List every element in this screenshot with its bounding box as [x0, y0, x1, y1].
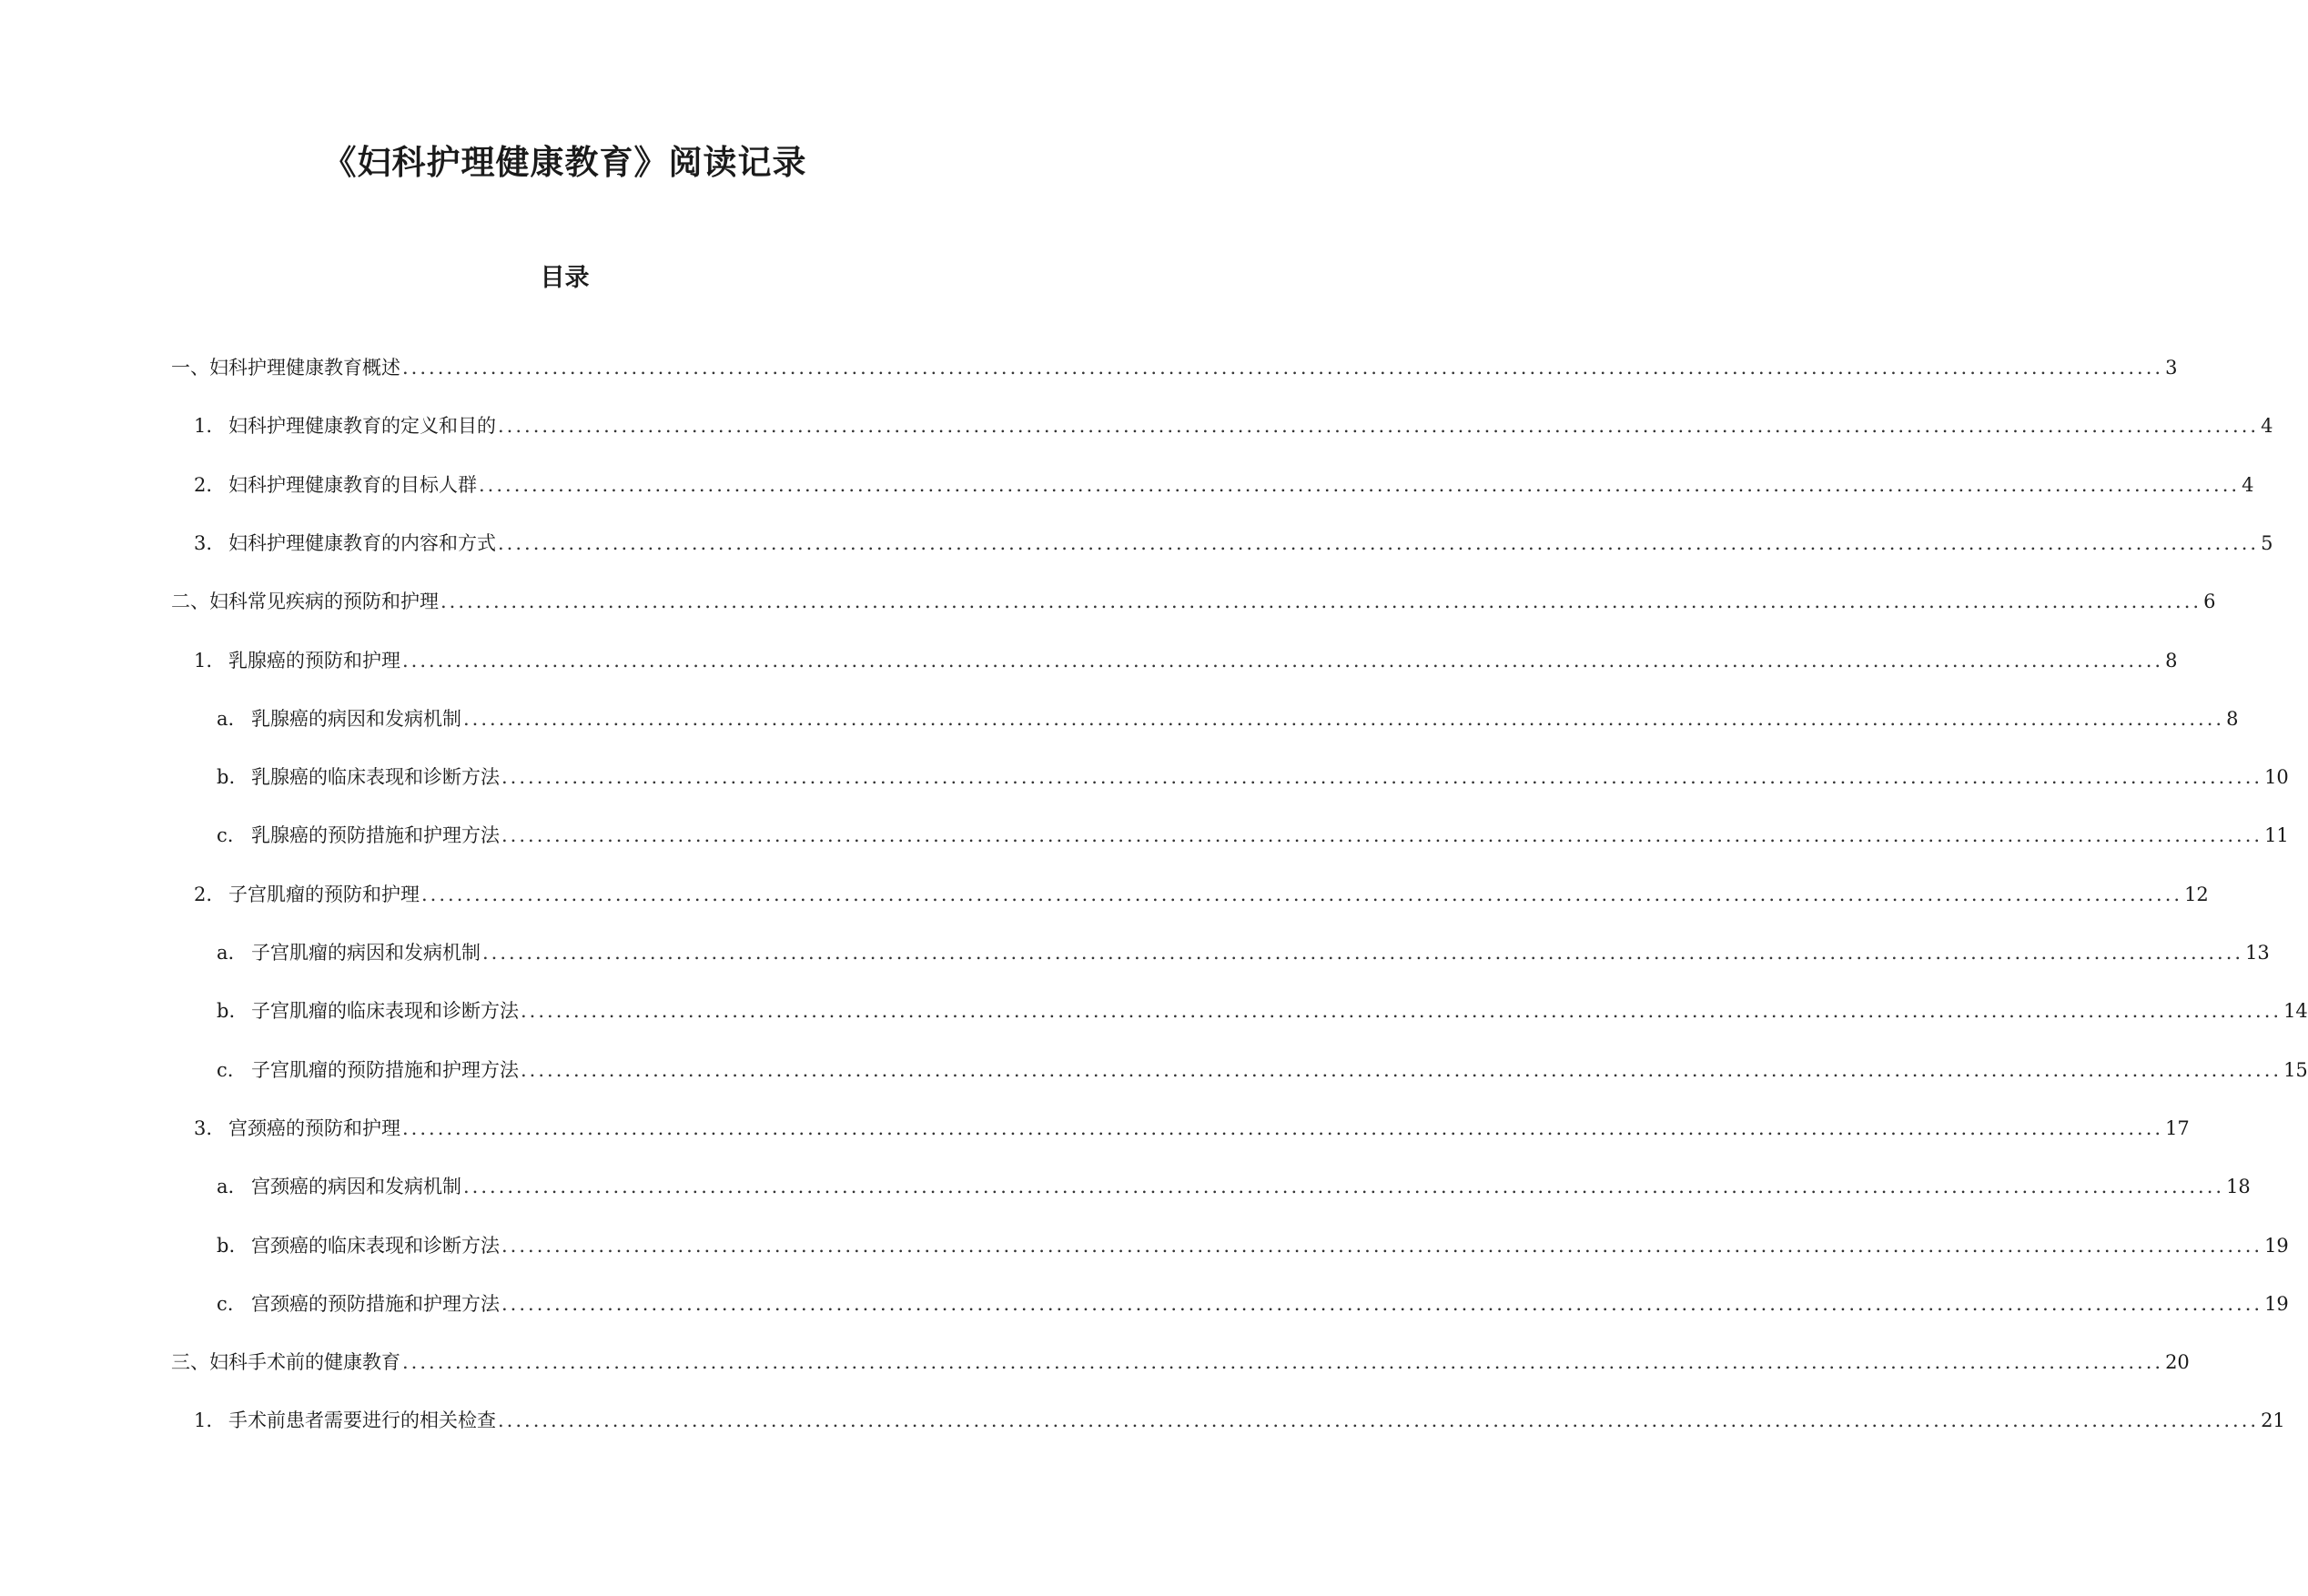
toc-entry-number: 2.	[194, 474, 213, 496]
toc-entry[interactable]	[194, 411, 2273, 439]
toc-entry-label: 乳腺癌的病因和发病机制	[251, 708, 461, 730]
toc-entry-label: 子宫肌瘤的预防和护理	[228, 884, 420, 905]
toc-entry[interactable]	[217, 1289, 2289, 1317]
toc-dot-leader: ........................................................................................................................................................................................................	[498, 415, 2260, 437]
toc-dot-leader: ........................................................................................................................................................................................................	[501, 824, 2263, 846]
toc-entry-label: 宫颈癌的病因和发病机制	[251, 1176, 461, 1197]
toc-entry-page-number: 14	[2283, 1000, 2308, 1022]
toc-entry-label: 乳腺癌的临床表现和诊断方法	[251, 766, 500, 788]
toc-dot-leader: ........................................................................................................................................................................................................	[482, 942, 2244, 964]
toc-entry-number: a.	[217, 1176, 235, 1197]
toc-entry[interactable]	[194, 646, 2178, 673]
toc-dot-leader: ........................................................................................................................................................................................................	[479, 474, 2241, 496]
toc-entry-page-number: 6	[2203, 591, 2216, 612]
toc-entry[interactable]	[194, 470, 2254, 498]
toc-entry-page-number: 5	[2261, 532, 2273, 554]
toc-dot-leader: ........................................................................................................................................................................................................	[402, 650, 2164, 672]
toc-entry-number: a.	[217, 942, 235, 964]
toc-entry[interactable]	[217, 1172, 2251, 1199]
toc-entry-page-number: 10	[2264, 766, 2289, 788]
toc-entry[interactable]	[217, 996, 2308, 1024]
toc-entry-page-number: 11	[2264, 824, 2289, 846]
toc-entry[interactable]	[194, 529, 2273, 556]
toc-entry-label: 宫颈癌的预防和护理	[228, 1117, 400, 1139]
toc-entry-number: c.	[217, 1293, 234, 1315]
toc-dot-leader: ........................................................................................................................................................................................................	[498, 1409, 2260, 1431]
toc-dot-leader: ........................................................................................................................................................................................................	[521, 1059, 2283, 1081]
toc-entry-number: a.	[217, 708, 235, 730]
toc-entry-label: 子宫肌瘤的临床表现和诊断方法	[251, 1000, 519, 1022]
toc-entry[interactable]	[217, 821, 2289, 848]
toc-entry[interactable]	[171, 353, 2178, 380]
toc-dot-leader: ........................................................................................................................................................................................................	[501, 1293, 2263, 1315]
document-title: 《妇科护理健康教育》阅读记录	[322, 143, 807, 182]
toc-entry-label: 一、妇科护理健康教育概述	[171, 357, 400, 379]
toc-entry[interactable]	[171, 1348, 2190, 1375]
toc-entry-page-number: 18	[2226, 1176, 2251, 1197]
toc-entry-label: 宫颈癌的临床表现和诊断方法	[251, 1235, 500, 1257]
toc-entry-page-number: 8	[2165, 650, 2178, 672]
toc-entry[interactable]	[217, 938, 2270, 965]
toc-dot-leader: ........................................................................................................................................................................................................	[440, 591, 2202, 612]
toc-entry-number: 1.	[194, 650, 213, 672]
toc-dot-leader: ........................................................................................................................................................................................................	[402, 357, 2164, 379]
toc-entry-page-number: 3	[2165, 357, 2178, 379]
toc-entry-number: b.	[217, 1000, 236, 1022]
toc-entry-page-number: 12	[2184, 884, 2209, 905]
toc-entry-page-number: 15	[2283, 1059, 2308, 1081]
toc-entry-number: 1.	[194, 415, 213, 437]
toc-entry-label: 妇科护理健康教育的定义和目的	[228, 415, 496, 437]
toc-dot-leader: ........................................................................................................................................................................................................	[521, 1000, 2283, 1022]
toc-entry[interactable]	[194, 880, 2209, 907]
toc-entry-page-number: 19	[2264, 1235, 2289, 1257]
toc-entry-page-number: 20	[2165, 1351, 2190, 1373]
toc-entry-number: c.	[217, 824, 234, 846]
toc-heading: 目录	[540, 264, 590, 292]
toc-dot-leader: ........................................................................................................................................................................................................	[501, 1235, 2263, 1257]
toc-entry-page-number: 13	[2245, 942, 2270, 964]
toc-entry-page-number: 4	[2242, 474, 2254, 496]
toc-entry[interactable]	[194, 1114, 2190, 1141]
toc-entry[interactable]	[171, 587, 2216, 614]
toc-dot-leader: ........................................................................................................................................................................................................	[421, 884, 2183, 905]
toc-entry[interactable]	[217, 1231, 2289, 1258]
toc-entry-label: 二、妇科常见疾病的预防和护理	[171, 591, 439, 612]
toc-entry-label: 妇科护理健康教育的目标人群	[228, 474, 477, 496]
toc-entry-page-number: 4	[2261, 415, 2273, 437]
toc-entry-label: 手术前患者需要进行的相关检查	[228, 1409, 496, 1431]
toc-dot-leader: ........................................................................................................................................................................................................	[402, 1117, 2164, 1139]
toc-entry-label: 子宫肌瘤的预防措施和护理方法	[251, 1059, 519, 1081]
toc-dot-leader: ........................................................................................................................................................................................................	[498, 532, 2260, 554]
toc-entry-label: 三、妇科手术前的健康教育	[171, 1351, 400, 1373]
toc-entry-label: 乳腺癌的预防措施和护理方法	[251, 824, 500, 846]
toc-dot-leader: ........................................................................................................................................................................................................	[463, 1176, 2225, 1197]
toc-entry-page-number: 21	[2261, 1409, 2285, 1431]
toc-entry-number: 3.	[194, 1117, 213, 1139]
toc-entry-page-number: 17	[2165, 1117, 2190, 1139]
toc-entry-number: b.	[217, 766, 236, 788]
toc-entry-page-number: 19	[2264, 1293, 2289, 1315]
toc-entry-number: 2.	[194, 884, 213, 905]
toc-entry-label: 妇科护理健康教育的内容和方式	[228, 532, 496, 554]
toc-entry-number: b.	[217, 1235, 236, 1257]
toc-dot-leader: ........................................................................................................................................................................................................	[463, 708, 2225, 730]
toc-entry-label: 宫颈癌的预防措施和护理方法	[251, 1293, 500, 1315]
toc-dot-leader: ........................................................................................................................................................................................................	[501, 766, 2263, 788]
toc-entry-label: 子宫肌瘤的病因和发病机制	[251, 942, 481, 964]
toc-entry-number: 1.	[194, 1409, 213, 1431]
toc-entry[interactable]	[217, 763, 2289, 790]
toc-entry[interactable]	[194, 1406, 2285, 1433]
toc-entry-label: 乳腺癌的预防和护理	[228, 650, 400, 672]
toc-entry[interactable]	[217, 1056, 2308, 1083]
toc-entry-number: c.	[217, 1059, 234, 1081]
toc-entry-number: 3.	[194, 532, 213, 554]
toc-entry[interactable]	[217, 704, 2239, 732]
toc-dot-leader: ........................................................................................................................................................................................................	[402, 1351, 2164, 1373]
toc-entry-page-number: 8	[2226, 708, 2239, 730]
